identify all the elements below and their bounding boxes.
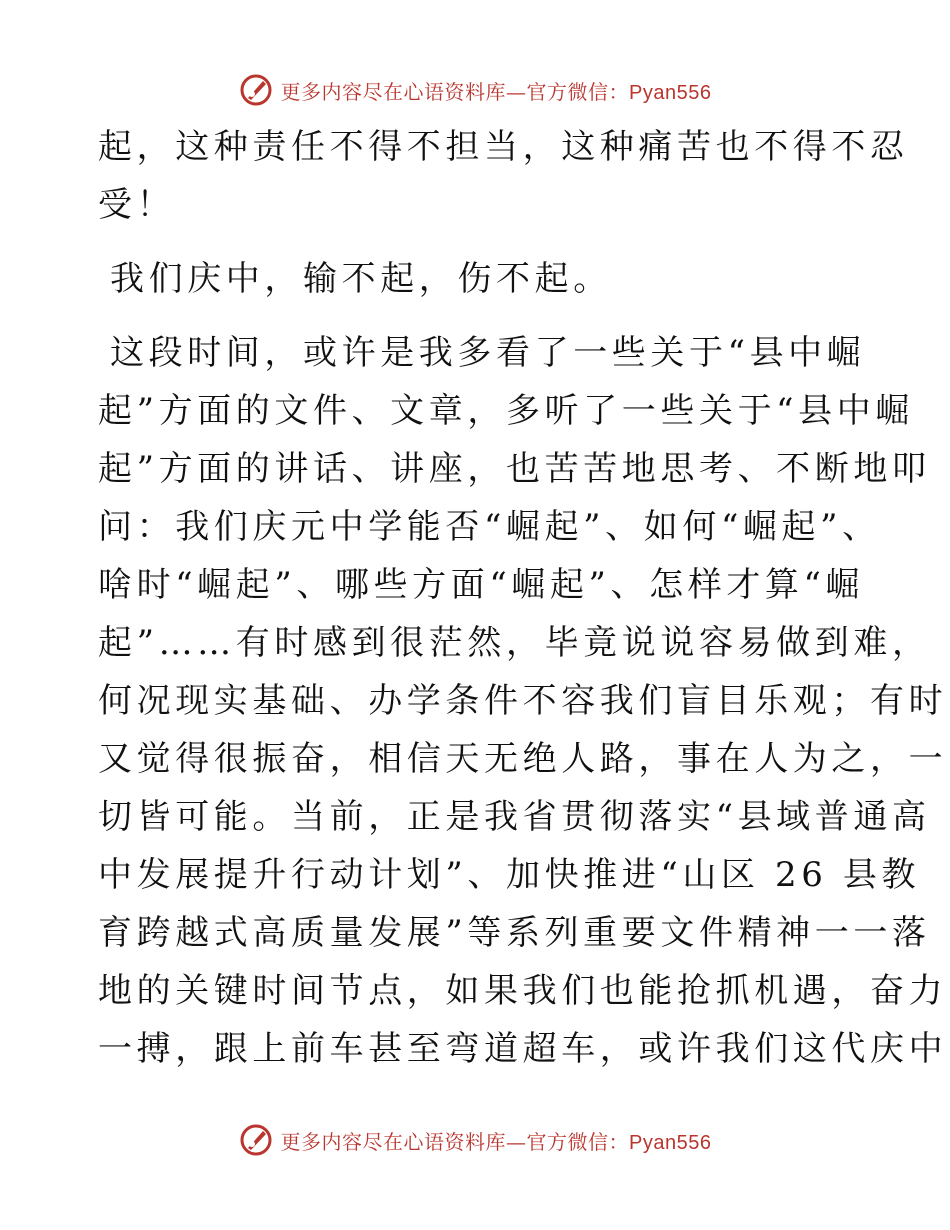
document-body <box>98 118 948 1078</box>
text-line: 地的关键时间节点，如果我们也能抢抓机遇，奋力 <box>98 971 948 1011</box>
text-line: 何况现实基础、办学条件不容我们盲目乐观；有时 <box>98 681 948 721</box>
watermark-text: 更多内容尽在心语资料库—官方微信：Pyan556 <box>280 79 712 104</box>
text-line: 中发展提升行动计划”、加快推进“山区 26 县教 <box>98 855 921 895</box>
text-line: 又觉得很振奋，相信天无绝人路，事在人为之，一 <box>98 739 948 779</box>
quill-seal-icon <box>239 1123 273 1157</box>
text-line: 一搏，跟上前车甚至弯道超车，或许我们这代庆中 <box>98 1029 948 1069</box>
watermark-text: 更多内容尽在心语资料库—官方微信：Pyan556 <box>280 1129 712 1154</box>
text-line: 起，这种责任不得不担当，这种痛苦也不得不忍 <box>98 127 909 167</box>
text-line: 起”……有时感到很茫然，毕竟说说容易做到难， <box>98 623 931 663</box>
text-line: 育跨越式高质量发展”等系列重要文件精神一一落 <box>98 913 931 953</box>
text-line: 我们庆中，输不起，伤不起。 <box>110 259 612 299</box>
footer-watermark-banner <box>0 1120 950 1160</box>
text-line: 问：我们庆元中学能否“崛起”、如何“崛起”、 <box>98 507 881 547</box>
text-line: 起”方面的讲话、讲座，也苦苦地思考、不断地叩 <box>98 449 931 489</box>
text-line: 这段时间，或许是我多看了一些关于“县中崛 <box>110 333 866 373</box>
quill-seal-icon <box>239 73 273 107</box>
text-line: 切皆可能。当前，正是我省贯彻落实“县域普通高 <box>98 797 931 837</box>
text-line: 啥时“崛起”、哪些方面“崛起”、怎样才算“崛 <box>98 565 865 605</box>
text-line: 受！ <box>98 185 176 225</box>
text-line: 起”方面的文件、文章，多听了一些关于“县中崛 <box>98 391 914 431</box>
header-watermark-banner <box>0 70 950 110</box>
